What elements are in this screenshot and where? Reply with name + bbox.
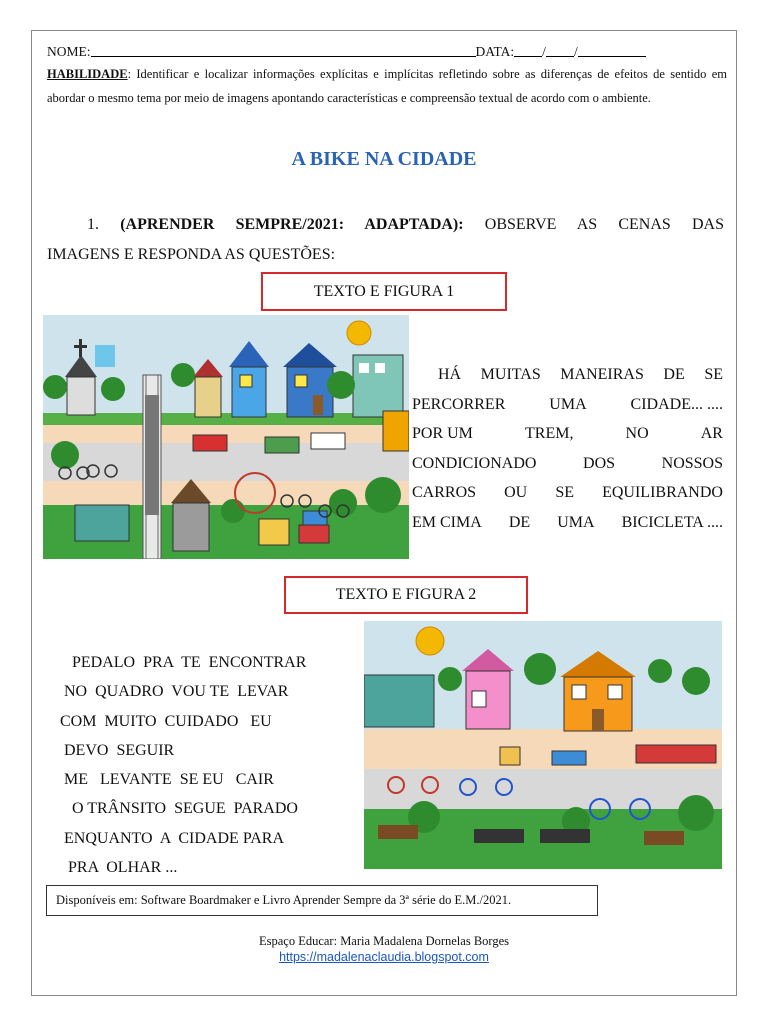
footer-blog-link[interactable]: https://madalenaclaudia.blogspot.com [279,950,489,964]
nome-label: NOME: [47,44,91,59]
habilidade-text: : Identificar e localizar informações explícitas e implícitas refletindo sobre as diferenças de efeitos de sentido em abordar o mesmo tema por meio de imagens apontando características e compreensão textual de acordo com o ambiente. [47,67,727,105]
name-date-row [47,44,727,60]
poem-line: PEDALO PRA TE ENCONTRAR [60,654,307,671]
source-note-box [46,885,598,916]
figure1-label: TEXTO E FIGURA 1 [313,282,455,300]
poem-line: DEVO SEGUIR [60,741,175,759]
figure1-text-line: PERCORRER UMA CIDADE... .... [412,395,723,413]
poem-line: ENQUANTO A CIDADE PARA [60,829,285,847]
figure1-text-line: HÁ MUITAS MANEIRAS DE SE [438,366,723,383]
figure2-label-box [284,576,528,614]
poem-line: NO QUADRO VOU TE LEVAR [60,683,289,701]
poem-line: ME LEVANTE SE EU CAIR [60,771,274,789]
worksheet-header [47,44,727,110]
data-year-line[interactable] [578,44,646,57]
question-number: 1. [87,216,99,233]
footer-author: Espaço Educar: Maria Madalena Dornelas Borges [258,934,510,948]
question-line-2: IMAGENS E RESPONDA AS QUESTÕES: [47,246,336,263]
data-month-line[interactable] [546,44,574,57]
nome-line[interactable] [91,44,476,57]
habilidade-paragraph [47,62,727,110]
figure1-text-line: POR UM TREM, NO AR [412,425,723,442]
page-title: A BIKE NA CIDADE [291,148,477,170]
data-day-line[interactable] [514,44,542,57]
question-source: (APRENDER SEMPRE/2021: ADAPTADA): [120,216,464,233]
footer [0,934,768,964]
habilidade-label: HABILIDADE [47,67,128,81]
data-separator: / [542,44,546,59]
poem-line: COM MUITO CUIDADO EU [60,712,272,730]
figure1-text [412,360,723,537]
figure1-city-illustration [43,315,409,559]
figure2-bike-illustration [364,621,722,869]
question-line-1 [47,210,724,240]
poem-line: O TRÂNSITO SEGUE PARADO [60,800,298,818]
data-separator: / [573,44,578,59]
poem-line: PRA OLHAR ... [60,859,178,877]
figure1-text-line: CARROS OU SE EQUILIBRANDO [412,484,723,501]
data-label: DATA: [475,44,515,59]
figure1-label-box [261,272,507,311]
figure1-text-line: CONDICIONADO DOS NOSSOS [412,454,723,472]
figure2-label: TEXTO E FIGURA 2 [335,586,477,603]
question-instruction: OBSERVE AS CENAS DAS [484,216,724,233]
source-note: Disponíveis em: Software Boardmaker e Livro Aprender Sempre da 3ª série do E.M./2021. [56,893,512,907]
figure1-text-line: EM CIMA DE UMA BICICLETA .... [412,513,723,531]
figure2-poem [60,648,306,882]
